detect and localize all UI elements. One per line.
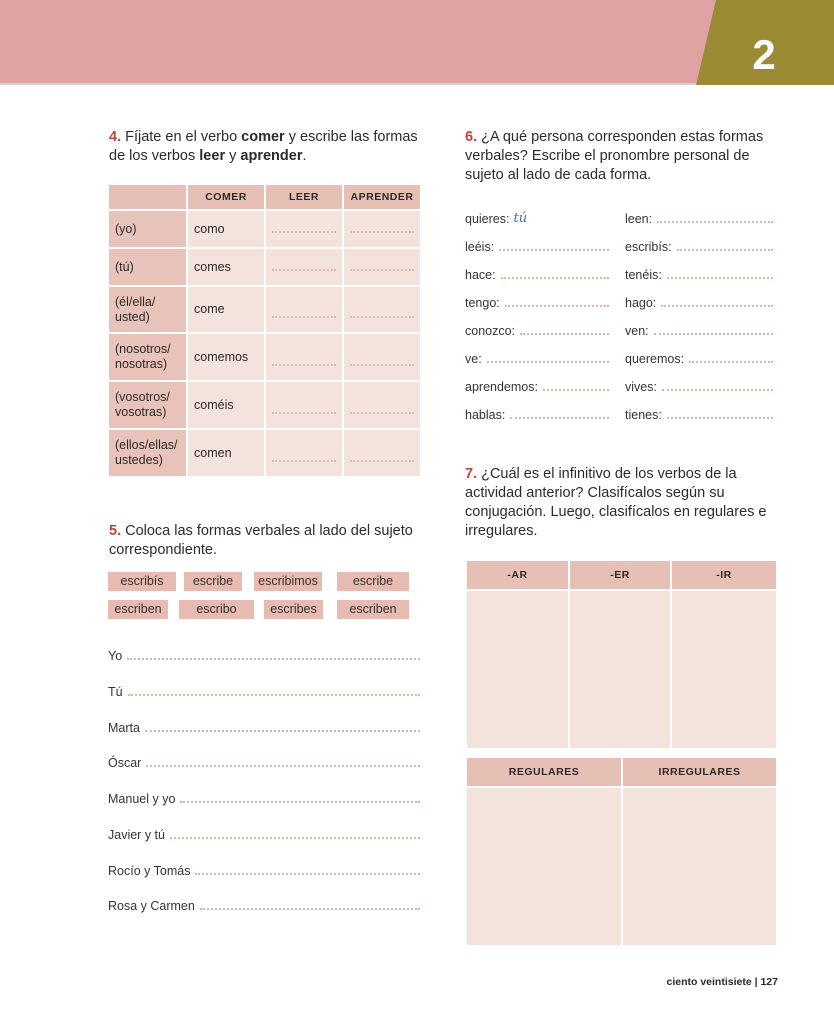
answer-blank[interactable]: [344, 334, 420, 380]
row-pronoun: (yo): [109, 211, 186, 247]
answer-box-er[interactable]: [570, 591, 670, 748]
col-header-ar: -AR: [467, 561, 568, 589]
table-corner: [109, 185, 186, 209]
verb-line[interactable]: tienes:: [625, 404, 773, 422]
word-chip[interactable]: escriben: [108, 600, 168, 619]
ex4-title: 4. Fíjate en el verbo comer y escribe las formas de los verbos leer y aprender.: [109, 129, 418, 164]
col-header-irregulares: IRREGULARES: [623, 758, 776, 786]
row-form: come: [188, 287, 264, 332]
verb-line[interactable]: ven:: [625, 320, 773, 338]
verb-line[interactable]: hablas:: [465, 404, 609, 422]
subject-line[interactable]: Rosa y Carmen: [108, 895, 420, 913]
row-pronoun: (nosotros/ nosotras): [109, 334, 186, 380]
ex7-title: 7. ¿Cuál es el infinitivo de los verbos de la actividad anterior? Clasifícalos según su conjugación. Luego, clasifícalos en regulares e irregulares.: [465, 466, 767, 539]
verb-line[interactable]: leen:: [625, 208, 773, 226]
verb-line[interactable]: escribís:: [625, 236, 773, 254]
subject-line[interactable]: Tú: [108, 681, 420, 699]
ex7-number: 7.: [465, 466, 478, 482]
col-header-er: -ER: [570, 561, 670, 589]
row-form: como: [188, 211, 264, 247]
subject-line[interactable]: Javier y tú: [108, 824, 420, 842]
verb-line[interactable]: quieres: tú: [465, 211, 528, 226]
answer-blank[interactable]: [266, 334, 342, 380]
answer-blank[interactable]: [344, 287, 420, 332]
verb-line[interactable]: hace:: [465, 264, 609, 282]
word-chip[interactable]: escriben: [337, 600, 409, 619]
word-chip[interactable]: escribes: [264, 600, 323, 619]
verb-line[interactable]: leéis:: [465, 236, 609, 254]
answer-blank[interactable]: [266, 382, 342, 428]
answer-blank[interactable]: [266, 211, 342, 247]
answer-blank[interactable]: [266, 287, 342, 332]
word-chip[interactable]: escribe: [337, 572, 409, 591]
row-form: comemos: [188, 334, 264, 380]
row-form: comes: [188, 249, 264, 285]
subject-line[interactable]: Manuel y yo: [108, 788, 420, 806]
subject-line[interactable]: Rocío y Tomás: [108, 860, 420, 878]
subject-line[interactable]: Óscar: [108, 752, 420, 770]
word-chip[interactable]: escribimos: [254, 572, 322, 591]
row-pronoun: (tú): [109, 249, 186, 285]
answer-box-regulares[interactable]: [467, 788, 621, 945]
row-pronoun: (ellos/ellas/ ustedes): [109, 430, 186, 476]
verb-line[interactable]: queremos:: [625, 348, 773, 366]
ex6-title: 6. ¿A qué persona corresponden estas formas verbales? Escribe el pronombre personal de sujeto al lado de cada forma.: [465, 129, 764, 183]
verb-line[interactable]: tenéis:: [625, 264, 773, 282]
answer-blank[interactable]: [266, 430, 342, 476]
row-pronoun: (vosotros/ vosotras): [109, 382, 186, 428]
answer-box-irregulares[interactable]: [623, 788, 776, 945]
row-form: comen: [188, 430, 264, 476]
col-header-regulares: REGULARES: [467, 758, 621, 786]
answer-blank[interactable]: [344, 249, 420, 285]
verb-line[interactable]: aprendemos:: [465, 376, 609, 394]
ex5-title: 5. Coloca las formas verbales al lado del sujeto correspondiente.: [109, 523, 413, 558]
ex5-number: 5.: [109, 523, 122, 539]
ex4-number: 4.: [109, 129, 122, 145]
verb-line[interactable]: hago:: [625, 292, 773, 310]
col-header-aprender: APRENDER: [344, 185, 420, 209]
verb-line[interactable]: conozco:: [465, 320, 609, 338]
example-answer: tú: [513, 211, 528, 226]
row-pronoun: (él/ella/ usted): [109, 287, 186, 332]
unit-number: 2: [752, 31, 776, 78]
subject-line[interactable]: Yo: [108, 645, 420, 663]
word-chip[interactable]: escribe: [184, 572, 242, 591]
answer-blank[interactable]: [344, 382, 420, 428]
answer-box-ir[interactable]: [672, 591, 776, 748]
answer-blank[interactable]: [344, 430, 420, 476]
answer-blank[interactable]: [344, 211, 420, 247]
word-chip[interactable]: escribís: [108, 572, 176, 591]
answer-box-ar[interactable]: [467, 591, 568, 748]
verb-line[interactable]: ve:: [465, 348, 609, 366]
ex6-number: 6.: [465, 129, 478, 145]
verb-line[interactable]: tengo:: [465, 292, 609, 310]
col-header-leer: LEER: [266, 185, 342, 209]
word-chip[interactable]: escribo: [179, 600, 254, 619]
row-form: coméis: [188, 382, 264, 428]
answer-blank[interactable]: [266, 249, 342, 285]
col-header-comer: COMER: [188, 185, 264, 209]
col-header-ir: -IR: [672, 561, 776, 589]
page-number: 127: [760, 976, 778, 988]
page-label: ciento veintisiete: [666, 976, 752, 988]
subject-line[interactable]: Marta: [108, 717, 420, 735]
verb-line[interactable]: vives:: [625, 376, 773, 394]
page-footer: ciento veintisiete | 127: [666, 976, 778, 988]
